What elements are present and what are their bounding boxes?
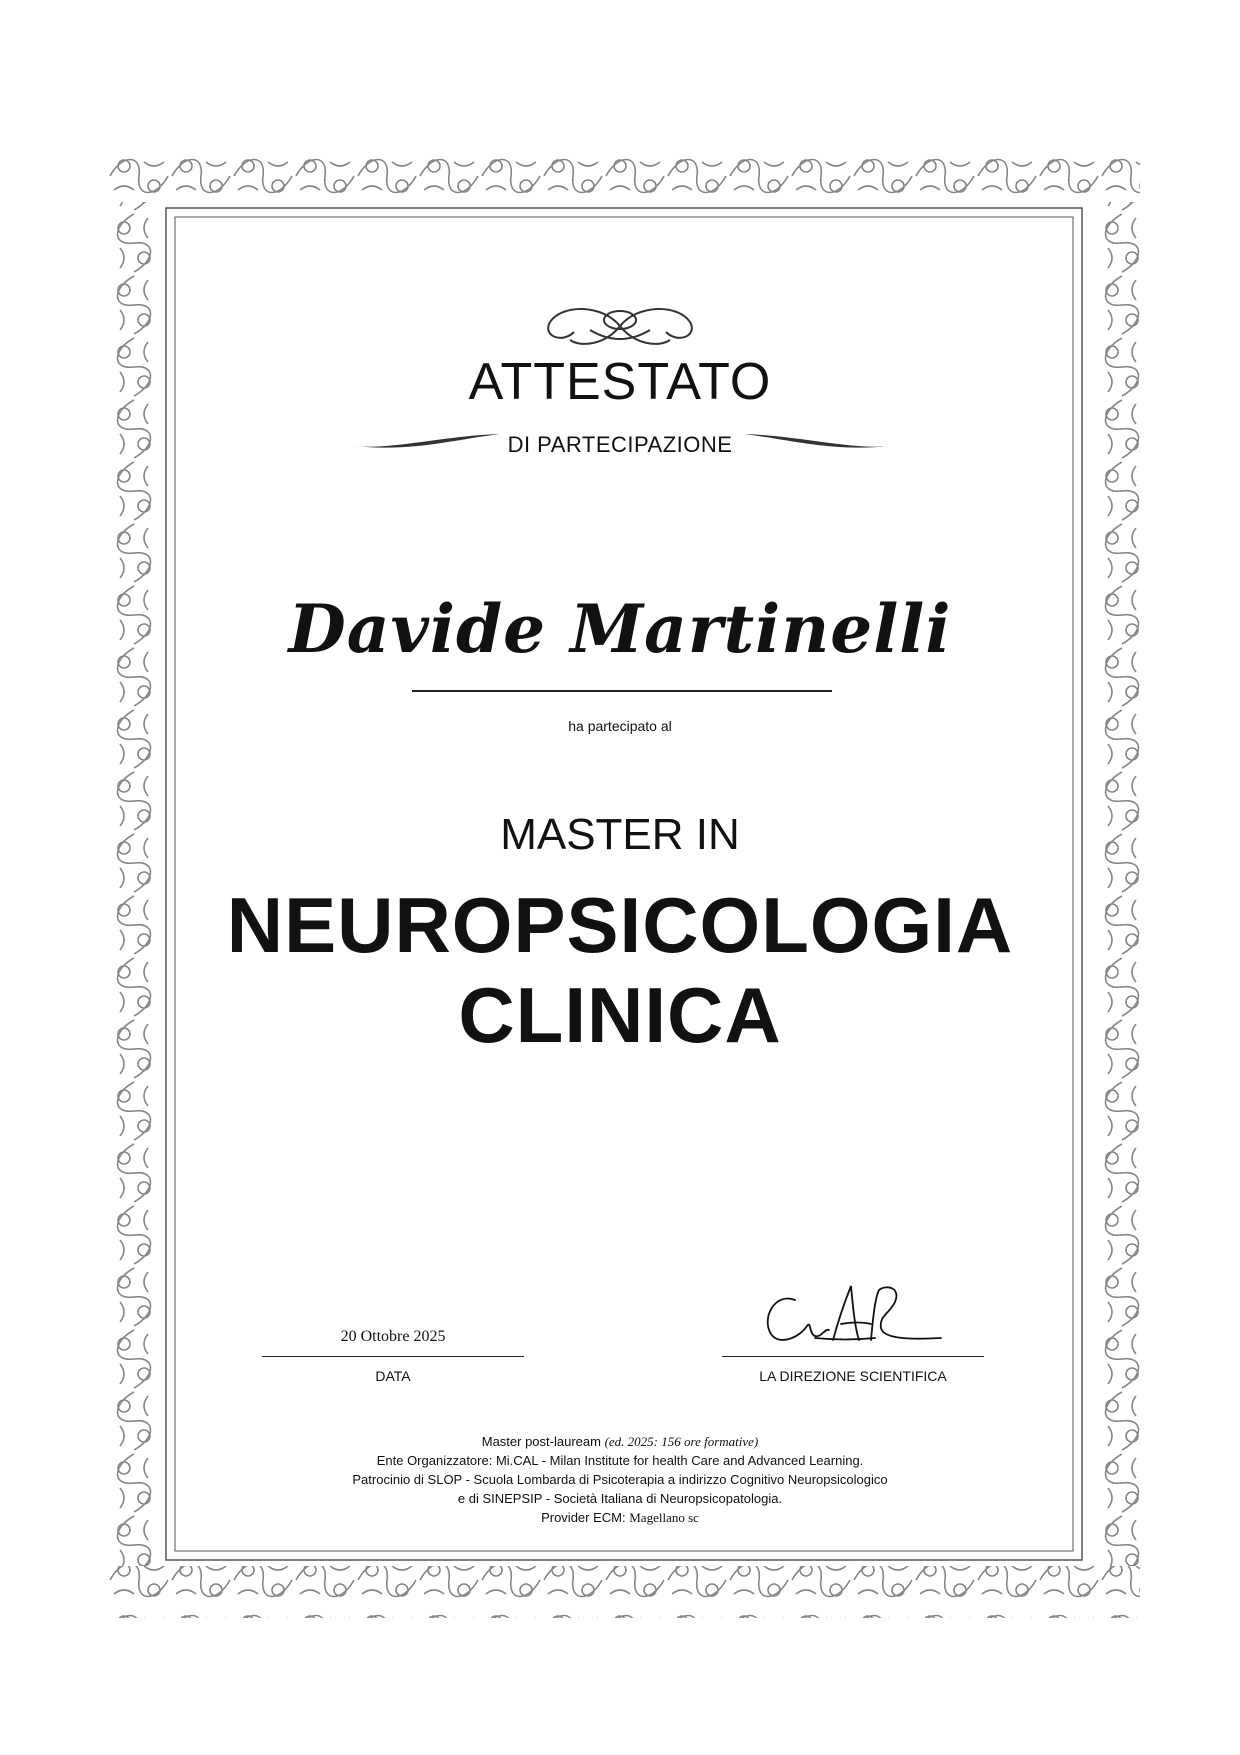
date-value: 20 Ottobre 2025 [340,1328,446,1345]
footer-patronage-cont: e di SINEPSIP - Società Italiana di Neuropsicopatologia. [457,1491,783,1506]
recipient-name: Davide Martinelli [288,590,952,668]
date-label: DATA [375,1368,411,1384]
footer-line-1 [0,1432,1240,1451]
footer-provider-label: Provider ECM: [541,1510,626,1525]
signature-line [722,1356,984,1357]
course-prefix: MASTER IN [500,810,740,859]
certificate-subtitle: DI PARTECIPAZIONE [507,432,733,457]
scroll-flourish-icon [532,300,708,352]
footer-edition-hours: (ed. 2025: 156 ore formative) [604,1434,759,1449]
course-name-line1: NEUROPSICOLOGIA [226,881,1014,969]
footer-patronage: Patrocinio di SLOP - Scuola Lombarda di Psicoterapia a indirizzo Cognitivo Neuropsicologico [352,1472,888,1487]
footer-line-5 [0,1508,1240,1527]
footer-organizer: Ente Organizzatore: Mi.CAL - Milan Institute for health Care and Advanced Learning. [376,1453,864,1468]
date-line [262,1356,524,1357]
signer-label: LA DIREZIONE SCIENTIFICA [759,1368,947,1384]
handwritten-signature [755,1278,945,1358]
recipient-underline [412,690,832,692]
footer-provider-value: Magellano sc [629,1510,699,1525]
footer-course-type: Master post-lauream [481,1434,601,1449]
course-name-line2: CLINICA [458,971,782,1059]
certificate-title: ATTESTATO [468,353,772,411]
participated-text: ha partecipato al [568,718,672,734]
footer-notes [0,1432,1240,1527]
